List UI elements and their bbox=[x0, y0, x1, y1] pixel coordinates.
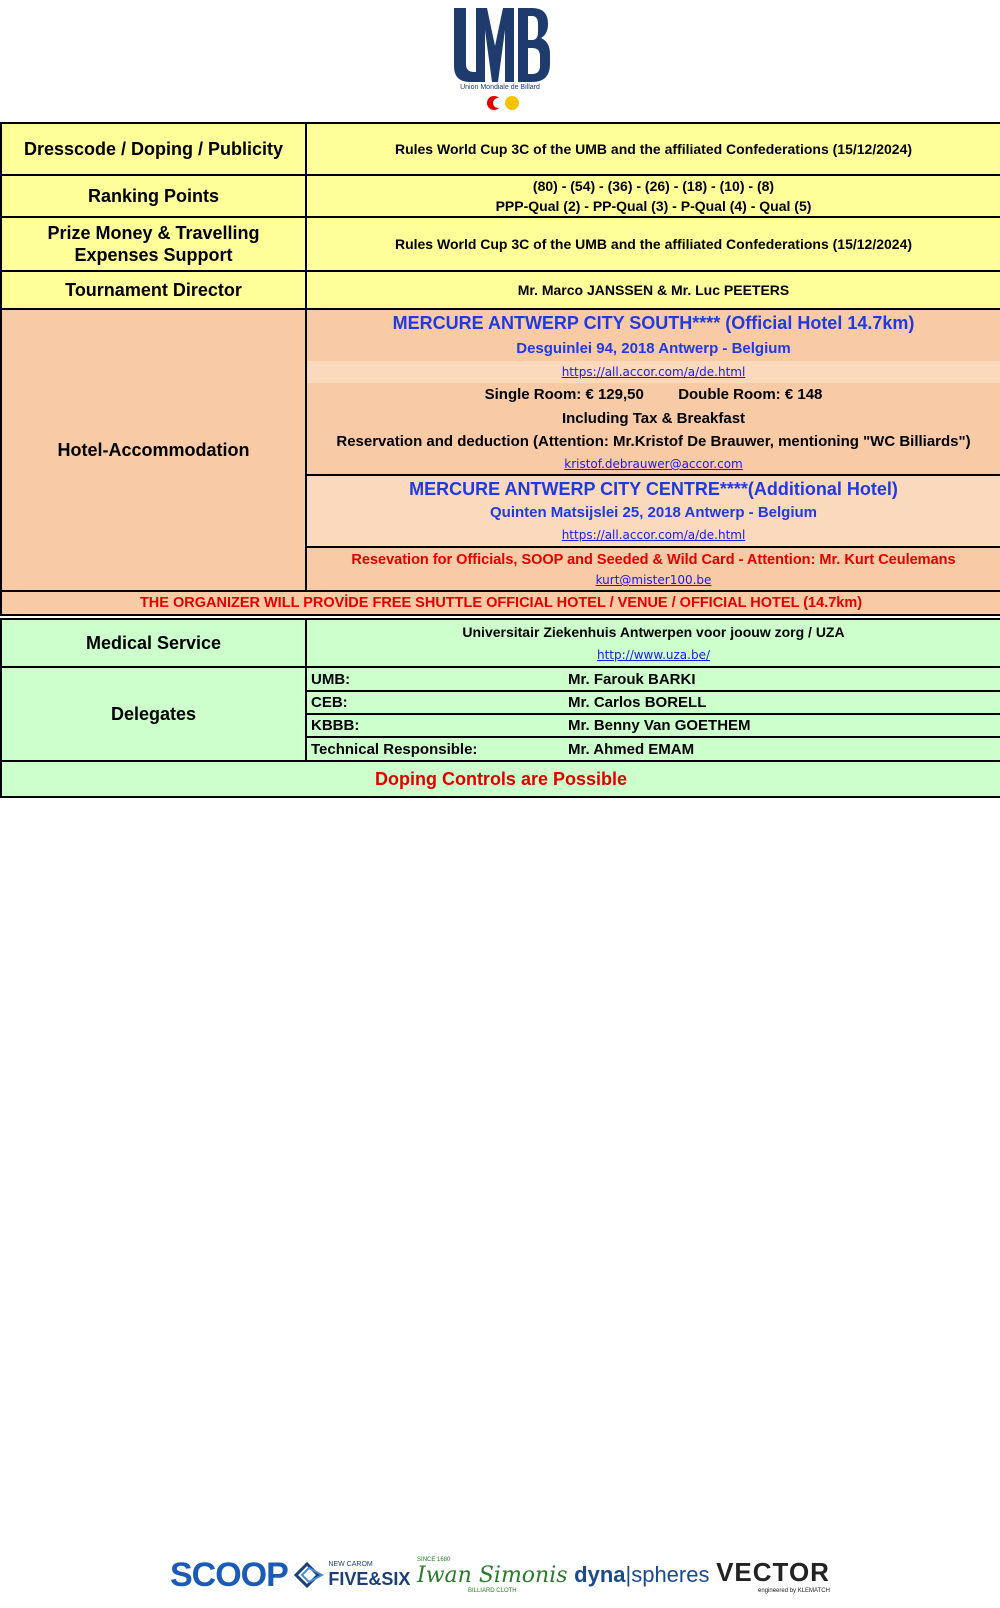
delegate-role: KBBB: bbox=[307, 714, 564, 737]
additional-hotel-url-row bbox=[307, 524, 1000, 546]
additional-hotel-name-row bbox=[307, 474, 1000, 501]
logo-tagline: Union Mondiale de Billard bbox=[460, 84, 540, 91]
additional-hotel-link[interactable]: https://all.accor.com/a/de.html bbox=[561, 528, 746, 542]
ranking-label: Ranking Points bbox=[1, 175, 306, 217]
sponsor-bar bbox=[170, 1550, 830, 1600]
delegate-name: Mr. Farouk BARKI bbox=[564, 668, 1000, 691]
ranking-points-line: (80) - (54) - (36) - (26) - (18) - (10) - (8) bbox=[532, 178, 775, 194]
delegate-row bbox=[307, 714, 1000, 737]
delegates-list bbox=[306, 667, 1000, 761]
dresscode-value: Rules World Cup 3C of the UMB and the affiliated Confederations (15/12/2024) bbox=[306, 123, 1000, 175]
additional-hotel-name: MERCURE ANTWERP CITY CENTRE****(Additional Hotel) bbox=[409, 479, 898, 499]
prize-label-line1: Prize Money & Travelling bbox=[47, 223, 260, 243]
ranking-qual-line: PPP-Qual (2) - PP-Qual (3) - P-Qual (4) - Qual (5) bbox=[495, 198, 812, 214]
medical-name: Universitair Ziekenhuis Antwerpen voor joouw zorg / UZA bbox=[462, 624, 845, 640]
simonis-small-text: SINCE 1680 bbox=[417, 1556, 451, 1563]
medical-label: Medical Service bbox=[1, 619, 306, 667]
delegate-role: UMB: bbox=[307, 668, 564, 691]
scoop-logo-text: SCOOP bbox=[170, 1555, 288, 1594]
vector-logo bbox=[716, 1557, 830, 1594]
prize-value: Rules World Cup 3C of the UMB and the affiliated Confederations (15/12/2024) bbox=[306, 217, 1000, 271]
medical-value bbox=[306, 619, 1000, 667]
prize-label-line2: Expenses Support bbox=[74, 245, 233, 265]
delegates-label: Delegates bbox=[1, 667, 306, 761]
delegate-name: Mr. Ahmed EMAM bbox=[568, 740, 695, 758]
dresscode-label: Dresscode / Doping / Publicity bbox=[1, 123, 306, 175]
vector-sub-text: engineered by KLEMATCH bbox=[758, 1587, 830, 1594]
hotel-details bbox=[306, 309, 1000, 591]
hotel-includes: Including Tax & Breakfast bbox=[561, 410, 746, 427]
official-hotel-name: MERCURE ANTWERP CITY SOUTH**** (Official Hotel 14.7km) bbox=[392, 313, 915, 333]
umb-logo bbox=[440, 4, 560, 112]
official-hotel-url-row bbox=[307, 361, 1000, 383]
ranking-value bbox=[306, 175, 1000, 217]
medical-link[interactable]: http://www.uza.be/ bbox=[596, 648, 711, 662]
delegate-row bbox=[307, 737, 1000, 760]
simonis-logo bbox=[417, 1557, 568, 1594]
delegate-row bbox=[307, 691, 1000, 714]
tournament-info-table bbox=[0, 122, 1000, 798]
five-six-text: FIVE&SIX bbox=[328, 1568, 411, 1589]
delegate-row bbox=[307, 668, 1000, 691]
officials-email-link[interactable]: kurt@mister100.be bbox=[595, 573, 712, 587]
reservation-email-row bbox=[307, 454, 1000, 474]
prize-label bbox=[1, 217, 306, 271]
vector-text: VECTOR bbox=[716, 1556, 830, 1587]
row-hotel bbox=[1, 309, 1000, 591]
hotel-label: Hotel-Accommodation bbox=[1, 309, 306, 591]
delegate-role: CEB: bbox=[307, 691, 564, 714]
director-label: Tournament Director bbox=[1, 271, 306, 309]
row-dresscode bbox=[1, 123, 1000, 175]
five-six-logo bbox=[294, 1561, 410, 1590]
official-hotel-link[interactable]: https://all.accor.com/a/de.html bbox=[561, 365, 746, 379]
delegates-table bbox=[307, 668, 1000, 760]
row-doping bbox=[1, 761, 1000, 797]
row-prize-money bbox=[1, 217, 1000, 271]
simonis-sub-text: BILLIARD CLOTH bbox=[467, 1587, 517, 1594]
delegate-name: Mr. Carlos BORELL bbox=[564, 691, 1000, 714]
logo-dots-icon bbox=[484, 95, 524, 111]
row-delegates bbox=[1, 667, 1000, 761]
director-value: Mr. Marco JANSSEN & Mr. Luc PEETERS bbox=[306, 271, 1000, 309]
five-six-small-text: NEW CAROM bbox=[328, 1560, 373, 1568]
additional-hotel-address: Quinten Matsijslei 25, 2018 Antwerp - Belgium bbox=[307, 501, 1000, 524]
officials-reservation-note: Resevation for Officials, SOOP and Seeded & Wild Card - Attention: Mr. Kurt Ceulemans bbox=[307, 546, 1000, 570]
delegate-role: Technical Responsible: bbox=[311, 740, 478, 758]
medical-url-row bbox=[307, 644, 1000, 666]
room-prices bbox=[307, 383, 1000, 407]
shuttle-notice: THE ORGANIZER WILL PROVİDE FREE SHUTTLE OFFICIAL HOTEL / VENUE / OFFICIAL HOTEL (14.7km) bbox=[1, 591, 1000, 615]
reservation-email-link[interactable]: kristof.debrauwer@accor.com bbox=[564, 457, 743, 471]
delegate-name: Mr. Benny Van GOETHEM bbox=[564, 714, 1000, 737]
row-medical bbox=[1, 619, 1000, 667]
single-room-price: Single Room: € 129,50 bbox=[484, 386, 644, 403]
official-hotel-address: Desguinlei 94, 2018 Antwerp - Belgium bbox=[516, 340, 791, 357]
doping-notice: Doping Controls are Possible bbox=[1, 761, 1000, 797]
scoop-logo bbox=[170, 1556, 288, 1595]
five-six-diamond-icon bbox=[294, 1562, 324, 1588]
umb-letters-logo bbox=[450, 4, 550, 84]
row-director bbox=[1, 271, 1000, 309]
row-ranking bbox=[1, 175, 1000, 217]
dyna-rest-text: |spheres bbox=[625, 1562, 710, 1587]
simonis-text: Iwan Simonis bbox=[417, 1562, 568, 1588]
dynaspheres-logo bbox=[574, 1562, 709, 1588]
reservation-note: Reservation and deduction (Attention: Mr.Kristof De Brauwer, mentioning "WC Billiards") bbox=[336, 433, 971, 450]
officials-email-row bbox=[307, 570, 1000, 590]
row-shuttle bbox=[1, 591, 1000, 615]
dyna-bold-text: dyna bbox=[574, 1562, 626, 1587]
double-room-price: Double Room: € 148 bbox=[678, 386, 823, 403]
